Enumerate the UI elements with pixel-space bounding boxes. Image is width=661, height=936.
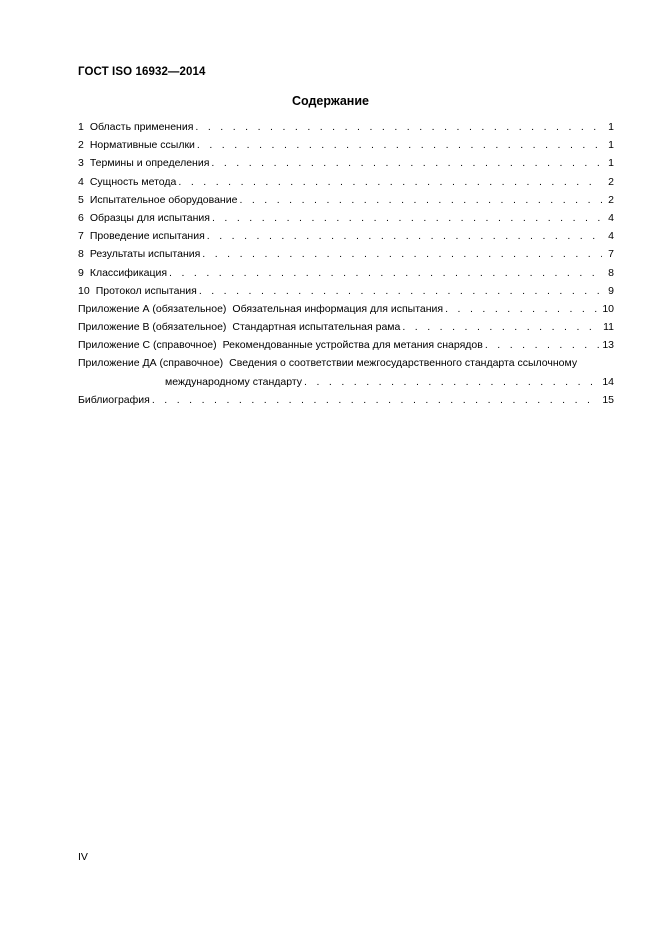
appendix-prefix: Приложение В (обязательное) [78, 321, 227, 334]
appendix-prefix: Приложение ДА (справочное) [78, 357, 224, 370]
appendix-da-entry[interactable] [78, 357, 614, 375]
appendix-title: Сведения о соответствии межгосударственного стандарта ссылочному [229, 357, 578, 370]
appendix-title-continued: международному стандарту [165, 375, 303, 388]
dot-leader [239, 194, 602, 206]
page-number: IV [78, 851, 88, 863]
dot-leader [445, 303, 600, 315]
page-title: Содержание [291, 94, 369, 108]
toc-entry-8[interactable] [78, 248, 614, 266]
toc-page: 13 [602, 339, 614, 352]
dot-leader [304, 376, 600, 388]
appendix-title: Рекомендованные устройства для метания снарядов [222, 339, 483, 352]
toc-number: 2 [78, 139, 84, 152]
appendix-title: Обязательная информация для испытания [232, 302, 444, 315]
toc-page: 15 [602, 393, 614, 406]
dot-leader [152, 394, 600, 406]
toc-title: Образцы для испытания [89, 211, 210, 224]
toc-entry-10[interactable] [78, 285, 614, 303]
dot-leader [195, 121, 602, 133]
bibliography-entry[interactable] [78, 394, 614, 412]
toc-entry-5[interactable] [78, 194, 614, 212]
toc-page: 1 [608, 121, 614, 133]
dot-leader [211, 157, 602, 169]
toc-title: Нормативные ссылки [89, 139, 195, 152]
toc-page: 1 [608, 157, 614, 170]
toc-title: Испытательное оборудование [89, 193, 238, 206]
toc-page: 4 [608, 211, 614, 224]
toc-page: 2 [608, 175, 614, 188]
table-of-contents [78, 121, 614, 412]
dot-leader [197, 139, 602, 151]
appendix-title: Стандартная испытательная рама [232, 321, 401, 334]
dot-leader [199, 285, 602, 297]
appendix-prefix: Приложение С (справочное) [78, 339, 217, 352]
toc-number: 9 [78, 266, 84, 279]
toc-page: 4 [608, 230, 614, 243]
dot-leader [212, 212, 602, 224]
toc-entry-1[interactable] [78, 121, 614, 139]
toc-entry-6[interactable] [78, 212, 614, 230]
dot-leader [402, 321, 601, 333]
toc-page: 8 [608, 266, 614, 279]
dot-leader [485, 339, 600, 351]
dot-leader [178, 176, 602, 188]
toc-page: 10 [602, 302, 614, 315]
dot-leader [207, 230, 602, 242]
toc-entry-3[interactable] [78, 157, 614, 175]
toc-number: 5 [78, 193, 84, 206]
toc-number: 10 [78, 284, 90, 297]
toc-number: 7 [78, 230, 84, 243]
toc-title: Классификация [89, 266, 168, 279]
dot-leader [202, 248, 602, 260]
toc-number: 3 [78, 157, 84, 170]
appendix-a-entry[interactable] [78, 303, 614, 321]
toc-page: 9 [608, 284, 614, 297]
toc-page: 1 [608, 139, 614, 152]
toc-title: Сущность метода [89, 175, 177, 188]
toc-page: 11 [603, 321, 614, 334]
toc-title: Проведение испытания [89, 230, 205, 243]
appendix-c-entry[interactable] [78, 339, 614, 357]
toc-title: Протокол испытания [95, 284, 197, 297]
toc-title: Термины и определения [89, 157, 210, 170]
dot-leader [169, 267, 602, 279]
toc-number: 4 [78, 175, 84, 188]
appendix-prefix: Приложение А (обязательное) [78, 302, 227, 315]
bibliography-title: Библиография [78, 393, 150, 406]
toc-number: 6 [78, 211, 84, 224]
toc-page: 7 [608, 248, 614, 261]
appendix-b-entry[interactable] [78, 321, 614, 339]
toc-title: Результаты испытания [89, 248, 201, 261]
toc-entry-4[interactable] [78, 176, 614, 194]
toc-title: Область применения [89, 121, 194, 133]
toc-number: 8 [78, 248, 84, 261]
toc-entry-9[interactable] [78, 267, 614, 285]
toc-page: 14 [602, 375, 614, 388]
toc-entry-7[interactable] [78, 230, 614, 248]
appendix-da-entry-continued[interactable] [78, 376, 614, 394]
toc-entry-2[interactable] [78, 139, 614, 157]
toc-number: 1 [78, 121, 84, 133]
toc-page: 2 [608, 193, 614, 206]
document-header: ГОСТ ISO 16932—2014 [78, 66, 206, 78]
